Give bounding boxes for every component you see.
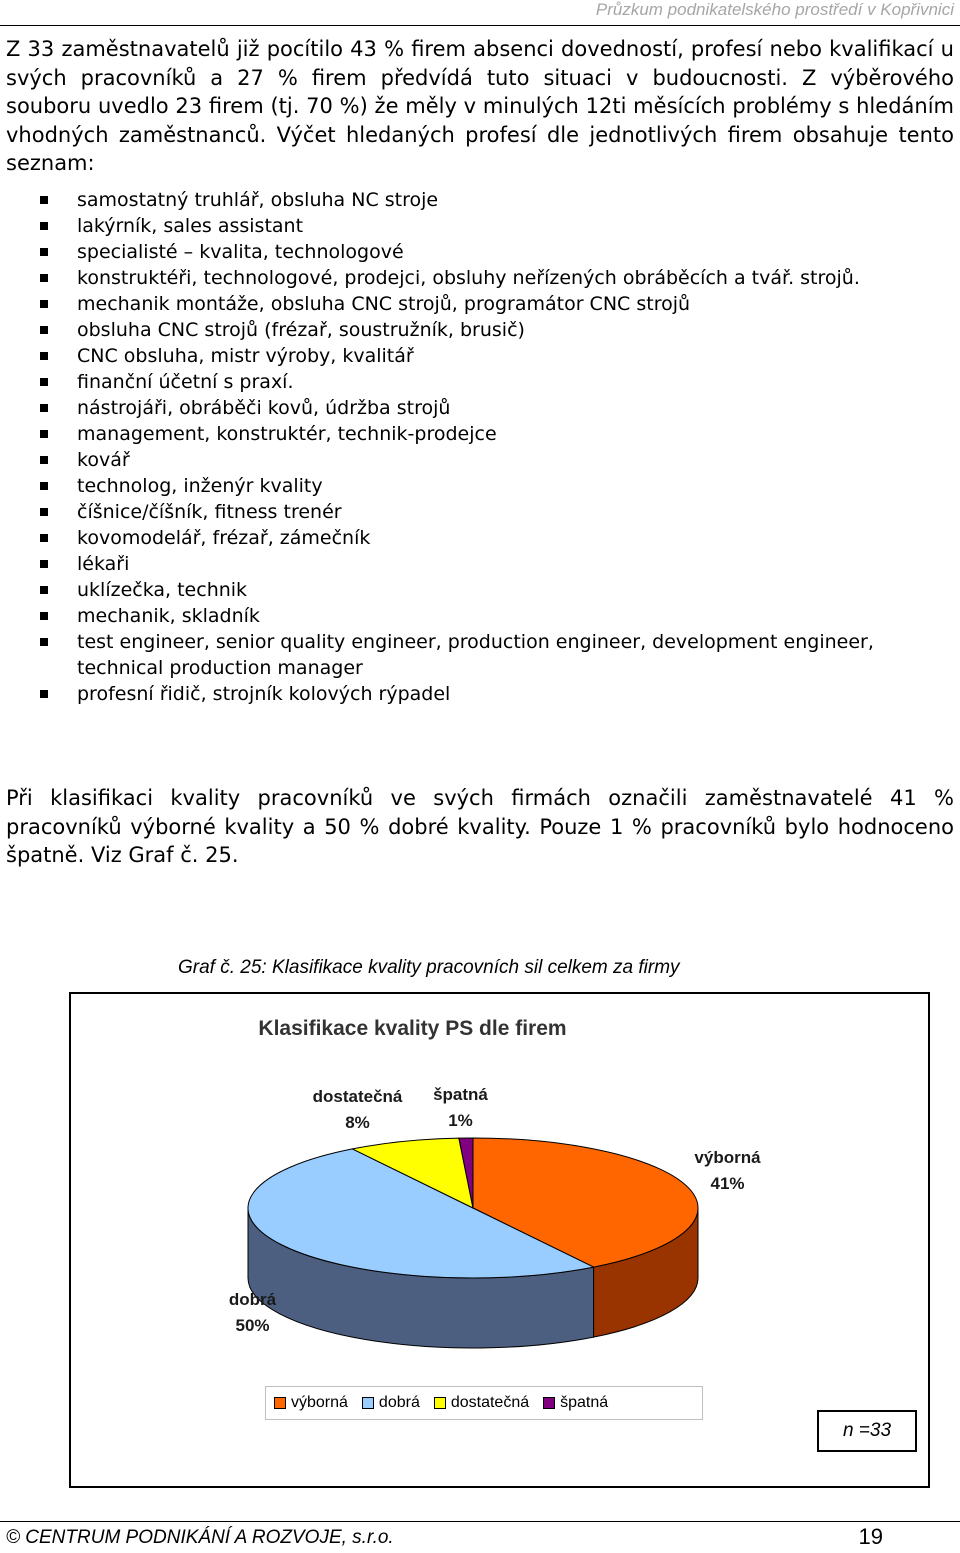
slice-label-value: 50% xyxy=(235,1316,270,1335)
profession-text: číšnice/číšník, fitness trenér xyxy=(77,501,342,523)
profession-text: uklízečka, technik xyxy=(77,579,248,601)
page-number: 19 xyxy=(858,1524,883,1549)
profession-text: lakýrník, sales assistant xyxy=(77,215,304,237)
profession-text: mechanik, skladník xyxy=(77,605,260,627)
slice-label-name: dostatečná xyxy=(312,1087,403,1106)
legend-label: výborná xyxy=(291,1394,348,1411)
slice-label-value: 8% xyxy=(345,1113,370,1132)
profession-text: obsluha CNC strojů (frézař, soustružník, brusič) xyxy=(77,319,525,341)
running-header-title: Průzkum podnikatelského prostředí v Kopřivnici xyxy=(595,0,954,19)
slice-label-name: dobrá xyxy=(228,1290,277,1309)
slice-label-value: 41% xyxy=(710,1174,745,1193)
chart-title: Klasifikace kvality PS dle firem xyxy=(258,1017,567,1040)
quality-paragraph: Při klasifikaci kvality pracovníků ve svých firmách označili zaměstnavatelé 41 % pracovníků výborné kvality a 50 % dobré kvality. Pouze 1 % pracovníků bylo hodnoceno špatně. Viz Graf č. 25. xyxy=(6,786,954,867)
slice-label-výborná xyxy=(680,1145,775,1197)
legend-swatch xyxy=(434,1397,446,1409)
slice-label-name: výborná xyxy=(694,1148,761,1167)
profession-text: specialisté – kvalita, technologové xyxy=(77,241,404,263)
profession-text: finanční účetní s praxí. xyxy=(77,371,294,393)
footer-company: © CENTRUM PODNIKÁNÍ A ROZVOJE, s.r.o. xyxy=(6,1527,394,1548)
legend-swatch xyxy=(274,1397,286,1409)
intro-paragraph: Z 33 zaměstnavatelů již pocítilo 43 % firem absenci dovedností, profesí nebo kvalifikací u svých pracovníků a 27 % firem předvídá tuto situaci v budoucnosti. Z výběrového souboru uvedlo 23 firem (tj. 70 %) že měly v minulých 12ti měsících problémy s hledáním vhodných zaměstnanců. Výčet hledaných profesí dle jednotlivých firem obsahuje tento seznam: xyxy=(6,37,954,175)
profession-text: nástrojáři, obráběči kovů, údržba strojů xyxy=(77,397,451,419)
legend-item-špatná xyxy=(543,1394,608,1412)
profession-text: kovomodelář, frézař, zámečník xyxy=(77,527,371,549)
profession-text: management, konstruktér, technik-prodejce xyxy=(77,423,497,445)
slice-label-value: 1% xyxy=(448,1111,473,1130)
profession-text: technolog, inženýr kvality xyxy=(77,475,323,497)
legend-label: špatná xyxy=(560,1394,609,1411)
footer-rule xyxy=(0,1521,960,1522)
profession-text: test engineer, senior quality engineer, production engineer, development engineer, technical production manager xyxy=(77,631,874,679)
legend-item-výborná xyxy=(274,1394,348,1412)
slice-label-špatná xyxy=(418,1082,503,1134)
profession-text: lékaři xyxy=(77,553,130,575)
chart-legend xyxy=(265,1386,703,1420)
profession-text: mechanik montáže, obsluha CNC strojů, programátor CNC strojů xyxy=(77,293,691,315)
legend-swatch xyxy=(362,1397,374,1409)
legend-item-dostatečná xyxy=(434,1394,529,1412)
profession-text: konstruktéři, technologové, prodejci, obsluhy neřízených obráběcích a tvář. strojů. xyxy=(77,267,860,289)
slice-label-name: špatná xyxy=(433,1085,488,1104)
legend-label: dostatečná xyxy=(450,1394,530,1411)
profession-text: profesní řidič, strojník kolových rýpadel xyxy=(77,683,451,705)
sample-size-box: n =33 xyxy=(817,1410,917,1452)
legend-item-dobrá xyxy=(362,1394,420,1412)
slice-label-dostatečná xyxy=(305,1084,410,1136)
profession-text: CNC obsluha, mistr výroby, kvalitář xyxy=(77,345,414,367)
graph-caption: Graf č. 25: Klasifikace kvality pracovních sil celkem za firmy xyxy=(178,957,680,978)
legend-swatch xyxy=(543,1397,555,1409)
slice-label-dobrá xyxy=(205,1287,300,1339)
legend-label: dobrá xyxy=(378,1394,420,1411)
profession-text: kovář xyxy=(77,449,130,471)
profession-text: samostatný truhlář, obsluha NC stroje xyxy=(77,189,439,211)
